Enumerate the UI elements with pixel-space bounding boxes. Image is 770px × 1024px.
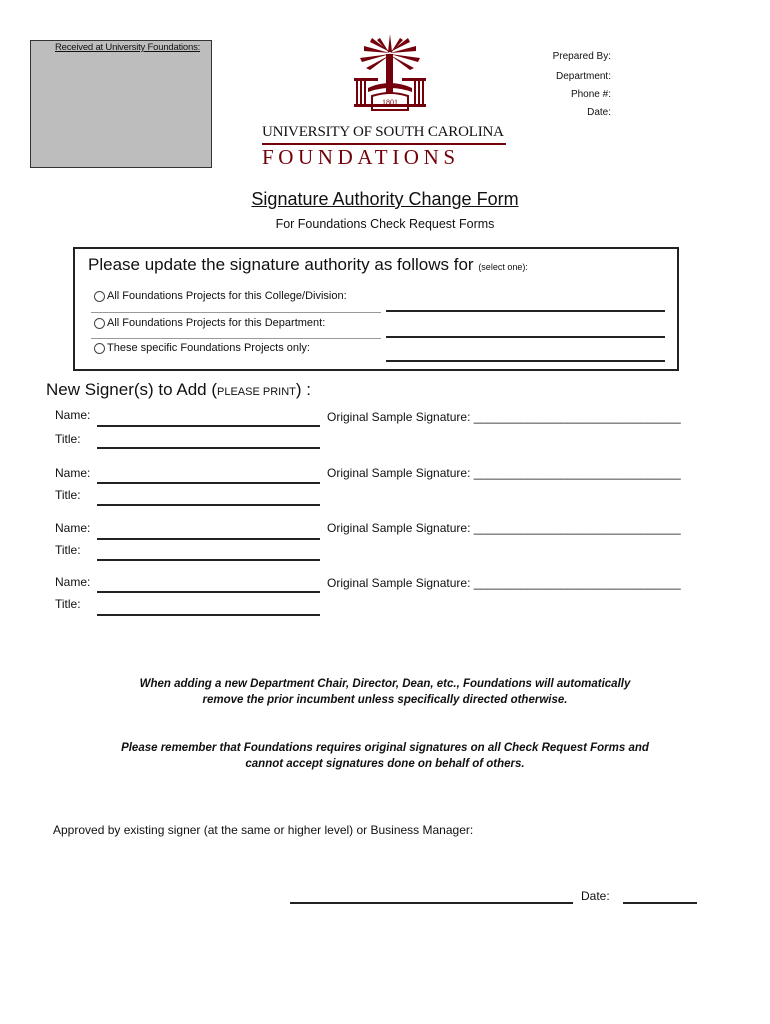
note-auto-removal-line-1: When adding a new Department Chair, Director, Dean, etc., Foundations will automatically	[139, 678, 631, 690]
scope-heading-text: Please update the signature authority as follows for	[88, 255, 474, 274]
radio-icon[interactable]	[94, 343, 105, 354]
new-signers-heading-end: ) :	[295, 380, 311, 399]
prepared-by-label: Prepared By:	[552, 51, 611, 62]
college-entry-line[interactable]	[386, 310, 665, 312]
usc-palmetto-logo	[350, 32, 430, 122]
signer-1-title-field[interactable]	[97, 447, 320, 449]
signer-4-title-field[interactable]	[97, 614, 320, 616]
radio-icon[interactable]	[94, 291, 105, 302]
signer-2-title-label: Title:	[55, 488, 81, 502]
signer-3-title-label: Title:	[55, 543, 81, 557]
note-auto-removal-line-2: remove the prior incumbent unless specifically directed otherwise.	[202, 694, 568, 706]
signer-4-name-label: Name:	[55, 575, 91, 589]
signer-4-title-label: Title:	[55, 597, 81, 611]
foundations-wordmark: FOUNDATIONS	[262, 145, 460, 169]
please-print-note: PLEASE PRINT	[217, 386, 296, 398]
approval-signature-field[interactable]	[290, 902, 573, 904]
signer-1-name-field[interactable]	[97, 425, 320, 427]
signer-2-name-field[interactable]	[97, 482, 320, 484]
department-label: Department:	[555, 71, 611, 82]
approval-label: Approved by existing signer (at the same or higher level) or Business Manager:	[53, 823, 474, 837]
scope-heading-note: (select one):	[478, 262, 528, 272]
scope-heading	[88, 255, 528, 275]
signer-2-sample-signature[interactable]: Original Sample Signature: _______________________________	[327, 466, 681, 480]
signer-3-title-field[interactable]	[97, 559, 320, 561]
phone-label: Phone #:	[570, 89, 611, 100]
signer-3-sample-signature[interactable]: Original Sample Signature: _______________________________	[327, 521, 681, 535]
scope-option-department[interactable]	[94, 317, 325, 329]
university-name: UNIVERSITY OF SOUTH CAROLINA	[262, 124, 504, 140]
approval-date-field[interactable]	[623, 902, 697, 904]
new-signers-heading-text: New Signer(s) to Add (	[46, 380, 218, 399]
scope-option-label: All Foundations Projects for this Department:	[107, 317, 326, 329]
signer-4-sample-signature[interactable]: Original Sample Signature: _______________________________	[327, 576, 681, 590]
signer-4-name-field[interactable]	[97, 591, 320, 593]
signer-1-title-label: Title:	[55, 432, 81, 446]
scope-option-specific[interactable]	[94, 342, 310, 354]
logo-year: 1801	[382, 98, 398, 107]
scope-option-college[interactable]	[94, 290, 347, 302]
form-subtitle: For Foundations Check Request Forms	[275, 217, 495, 231]
scope-option-label: These specific Foundations Projects only:	[107, 342, 310, 354]
note-original-signatures-line-1: Please remember that Foundations requires original signatures on all Check Request Forms and	[121, 742, 649, 754]
new-signers-heading	[46, 380, 311, 400]
option-divider	[91, 338, 381, 339]
note-original-signatures-line-2: cannot accept signatures done on behalf of others.	[245, 758, 525, 770]
signer-1-name-label: Name:	[55, 408, 91, 422]
form-title: Signature Authority Change Form	[251, 189, 519, 209]
approval-date-label: Date:	[581, 889, 610, 903]
received-label: Received at University Foundations:	[55, 42, 201, 53]
signer-3-name-label: Name:	[55, 521, 91, 535]
signer-2-name-label: Name:	[55, 466, 91, 480]
signer-2-title-field[interactable]	[97, 504, 320, 506]
received-stamp-box	[30, 40, 212, 168]
prepared-date-label: Date:	[587, 107, 611, 118]
department-entry-line[interactable]	[386, 336, 665, 338]
scope-option-label: All Foundations Projects for this College/Division:	[107, 290, 347, 302]
specific-projects-entry-line[interactable]	[386, 360, 665, 362]
radio-icon[interactable]	[94, 318, 105, 329]
signer-3-name-field[interactable]	[97, 538, 320, 540]
option-divider	[91, 312, 381, 313]
signer-1-sample-signature[interactable]: Original Sample Signature: _______________________________	[327, 410, 681, 424]
